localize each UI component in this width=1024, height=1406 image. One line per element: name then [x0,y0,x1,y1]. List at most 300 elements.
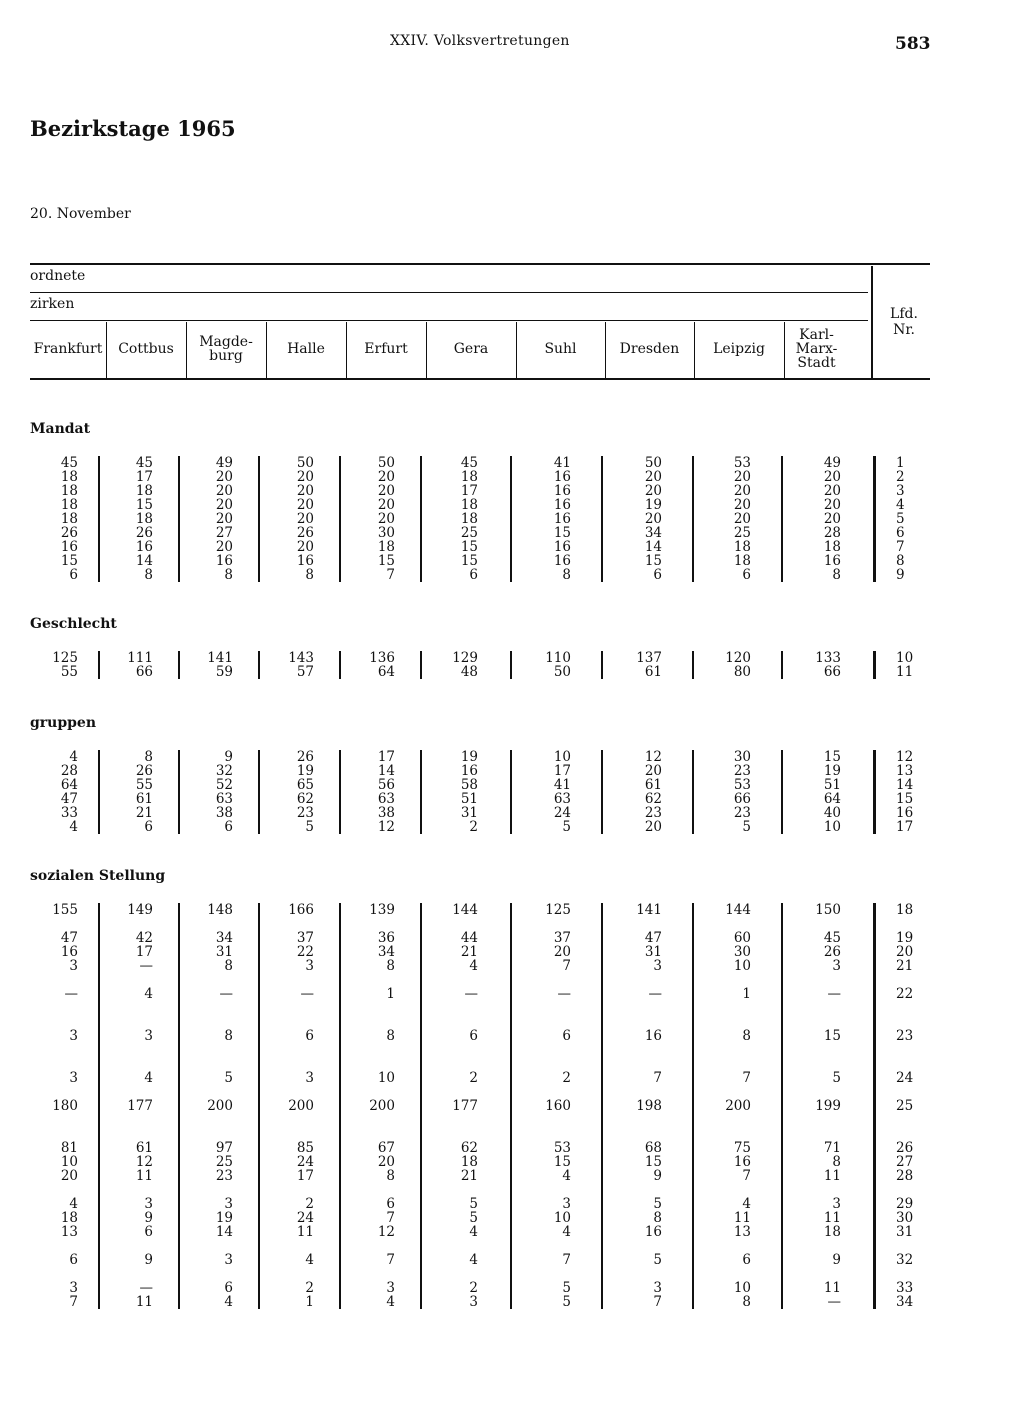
table-cell: 20 [823,511,841,527]
table-cell [707,1127,751,1141]
lfd-cell: 8 [896,553,905,569]
table-cell [189,1183,233,1197]
table-cell: 58 [460,777,478,793]
lfd-cell: 32 [896,1252,914,1268]
table-cell [434,1043,478,1057]
table-cell: — [464,986,478,1002]
table-cell: 18 [377,539,395,555]
table-cell [34,1239,78,1253]
table-cell: 20 [60,1168,78,1184]
table-cell [527,973,571,987]
table-cell: 7 [562,958,571,974]
table-cell [527,1239,571,1253]
table-cell: 16 [644,1028,662,1044]
lfd-cell: 34 [896,1294,914,1310]
table-cell: 18 [460,511,478,527]
table-cell [270,1001,314,1015]
table-cell: 18 [60,1210,78,1226]
table-cell: 20 [296,483,314,499]
table-cell: 4 [469,958,478,974]
section-title-geschlecht: Geschlecht [30,616,117,632]
table-cell: 53 [733,777,751,793]
table-cell: 26 [60,525,78,541]
table-cell: 16 [553,539,571,555]
table-cell: 50 [644,455,662,471]
table-cell [109,1085,153,1099]
column-divider [516,322,517,378]
table-cell: 200 [207,1098,233,1114]
table-cell: 17 [460,483,478,499]
table-cell: 60 [733,930,751,946]
lfd-cell: 3 [896,483,905,499]
section-title-gruppen: gruppen [30,715,97,731]
table-cell: 6 [224,1280,233,1296]
table-cell: 7 [562,1252,571,1268]
table-cell: 6 [69,567,78,583]
data-column-cottbus [109,903,153,1309]
table-cell: 17 [377,749,395,765]
data-column-gera [434,456,478,582]
lfd-cell: 24 [896,1070,914,1086]
table-cell: 16 [460,763,478,779]
table-cell: 5 [469,1210,478,1226]
table-cell: 9 [653,1168,662,1184]
table-cell [618,917,662,931]
table-cell: 20 [377,1154,395,1170]
table-cell: 26 [135,525,153,541]
table-cell: 45 [135,455,153,471]
table-cell: 14 [644,539,662,555]
table-cell: — [64,986,78,1002]
column-header-cottbus: Cottbus [118,341,174,357]
table-cell: 3 [832,958,841,974]
table-cell [34,1127,78,1141]
table-cell [618,1085,662,1099]
lfd-cell: 4 [896,497,905,513]
table-cell [434,1267,478,1281]
table-cell [351,1183,395,1197]
table-cell [270,917,314,931]
column-bar [98,903,100,1309]
data-column-frankfurt [34,651,78,679]
table-cell: 40 [823,805,841,821]
table-cell: 49 [823,455,841,471]
data-column-dresden [618,456,662,582]
table-cell: 8 [224,1028,233,1044]
table-cell: 75 [733,1140,751,1156]
table-cell [707,1113,751,1127]
table-cell: 25 [215,1154,233,1170]
column-bar [420,750,422,834]
lfd-cell [896,1001,940,1015]
column-divider [605,322,606,378]
data-column-magdeburg [189,903,233,1309]
table-cell: 26 [296,525,314,541]
table-cell: 62 [296,791,314,807]
table-cell: 3 [386,1280,395,1296]
table-cell: — [648,986,662,1002]
table-cell: 20 [644,511,662,527]
lfd-cell [896,1113,940,1127]
table-cell: 8 [832,567,841,583]
table-cell: 18 [733,553,751,569]
lfd-column [896,651,940,679]
table-cell: 18 [823,539,841,555]
table-cell: 19 [296,763,314,779]
table-cell: 20 [296,497,314,513]
table-cell: 7 [386,1252,395,1268]
table-cell: 5 [832,1070,841,1086]
table-cell: 4 [69,819,78,835]
table-cell: 200 [725,1098,751,1114]
table-cell: 20 [296,511,314,527]
table-cell [189,1057,233,1071]
data-column-suhl [527,750,571,834]
table-cell: — [827,986,841,1002]
lfd-bar [873,651,876,679]
lfd-cell: 33 [896,1280,914,1296]
data-column-halle [270,651,314,679]
data-column-leipzig [707,903,751,1309]
table-cell [351,1113,395,1127]
table-cell [618,1267,662,1281]
table-cell: 64 [60,777,78,793]
lfd-cell: 23 [896,1028,914,1044]
table-cell: 19 [823,763,841,779]
table-cell: — [219,986,233,1002]
table-cell: 20 [215,469,233,485]
table-cell: 23 [296,805,314,821]
data-column-halle [270,750,314,834]
lfd-cell: 26 [896,1140,914,1156]
table-cell [707,1001,751,1015]
lfd-cell: 5 [896,511,905,527]
column-bar [601,750,603,834]
table-cell: 148 [207,902,233,918]
table-cell [434,1127,478,1141]
table-cell: 6 [562,1028,571,1044]
lfd-cell [896,1239,940,1253]
table-cell: — [139,1280,153,1296]
data-block-2 [0,750,1024,834]
table-cell [527,1057,571,1071]
lfd-divider [871,266,873,378]
header-rule-3 [30,320,868,321]
data-column-frankfurt [34,456,78,582]
lfd-cell: 27 [896,1154,914,1170]
table-cell: 48 [460,664,478,680]
table-cell: 67 [377,1140,395,1156]
table-cell: 13 [60,1224,78,1240]
column-bar [601,456,603,582]
table-cell: 16 [644,1224,662,1240]
table-cell [270,1043,314,1057]
data-column-cottbus [109,750,153,834]
lfd-cell: 18 [896,902,914,918]
data-column-suhl [527,651,571,679]
column-bar [178,651,180,679]
table-cell: 18 [460,497,478,513]
data-column-cottbus [109,651,153,679]
table-cell: 16 [553,483,571,499]
lfd-cell: 25 [896,1098,914,1114]
table-cell: 20 [823,469,841,485]
table-cell: 47 [644,930,662,946]
lfd-nr-header: Lfd. Nr. [890,306,918,338]
table-cell: 18 [460,1154,478,1170]
table-cell: 50 [553,664,571,680]
column-bar [510,903,512,1309]
table-cell [34,1267,78,1281]
table-cell [527,1085,571,1099]
data-column-halle [270,903,314,1309]
table-cell: 6 [69,1252,78,1268]
column-bar [258,456,260,582]
table-cell: 31 [644,944,662,960]
data-column-erfurt [351,456,395,582]
table-cell: 15 [553,525,571,541]
lfd-cell [896,1057,940,1071]
table-cell: 15 [823,1028,841,1044]
table-cell: — [139,958,153,974]
table-cell: 5 [562,1280,571,1296]
table-cell: 20 [823,483,841,499]
column-header-dresden: Dresden [619,341,680,357]
table-cell: 6 [742,567,751,583]
table-cell: 3 [305,1070,314,1086]
lfd-cell: 9 [896,567,905,583]
table-cell [618,1057,662,1071]
table-cell: 110 [545,650,571,666]
table-cell: 10 [733,1280,751,1296]
table-cell: 20 [553,944,571,960]
table-cell: 85 [296,1140,314,1156]
table-cell [527,1267,571,1281]
table-cell: 8 [144,567,153,583]
table-cell: 5 [653,1196,662,1212]
table-cell: 8 [224,567,233,583]
data-block-3 [0,903,1024,1309]
data-block-1 [0,651,1024,679]
lfd-cell: 15 [896,791,914,807]
table-cell: 125 [545,902,571,918]
table-cell: 20 [215,483,233,499]
column-divider [346,322,347,378]
column-header-halle: Halle [287,341,325,357]
table-cell: 53 [553,1140,571,1156]
table-cell: 61 [644,777,662,793]
table-cell: 10 [377,1070,395,1086]
table-cell [270,1183,314,1197]
table-cell: 166 [288,902,314,918]
table-cell [189,1127,233,1141]
table-cell: 8 [224,958,233,974]
table-cell: 2 [469,1280,478,1296]
table-cell: 71 [823,1140,841,1156]
table-cell: 20 [296,539,314,555]
table-cell [797,917,841,931]
table-cell: 5 [305,819,314,835]
table-cell: 34 [644,525,662,541]
table-cell: 9 [832,1252,841,1268]
table-cell: 200 [288,1098,314,1114]
table-cell: 20 [733,483,751,499]
column-divider [694,322,695,378]
table-cell: 8 [386,1028,395,1044]
table-cell [189,1239,233,1253]
table-cell [189,973,233,987]
table-cell: 14 [135,553,153,569]
lfd-cell: 14 [896,777,914,793]
header-bottom-rule [30,378,930,380]
table-cell: — [300,986,314,1002]
column-bar [692,750,694,834]
table-cell: 55 [135,777,153,793]
table-cell: 50 [296,455,314,471]
table-cell: 11 [733,1210,751,1226]
data-column-karl_marx_stadt [797,903,841,1309]
table-cell: 15 [553,1154,571,1170]
data-column-gera [434,903,478,1309]
table-cell [109,973,153,987]
column-bar [178,903,180,1309]
table-cell [797,1183,841,1197]
table-cell [109,1113,153,1127]
table-cell: 63 [215,791,233,807]
table-cell [618,1239,662,1253]
table-cell: 23 [215,1168,233,1184]
table-cell: 41 [553,777,571,793]
table-cell: 7 [386,567,395,583]
table-cell: 26 [296,749,314,765]
table-cell: 19 [460,749,478,765]
table-cell [618,1113,662,1127]
column-header-frankfurt: Frankfurt [33,341,103,357]
table-cell [109,1183,153,1197]
table-cell: 17 [553,763,571,779]
table-cell [434,1015,478,1029]
column-bar [258,651,260,679]
table-cell [797,973,841,987]
table-cell: 6 [386,1196,395,1212]
column-bar [178,750,180,834]
table-cell: 4 [69,749,78,765]
table-cell: 4 [305,1252,314,1268]
column-header-gera: Gera [453,341,489,357]
table-cell: 30 [377,525,395,541]
table-cell [527,1001,571,1015]
table-cell: 18 [135,511,153,527]
table-cell [189,1001,233,1015]
column-bar [781,456,783,582]
table-cell: 1 [742,986,751,1002]
data-column-dresden [618,651,662,679]
table-cell: 3 [653,1280,662,1296]
lfd-cell: 17 [896,819,914,835]
table-cell: 3 [832,1196,841,1212]
lfd-cell: 20 [896,944,914,960]
table-cell: 33 [60,805,78,821]
table-cell: 20 [296,469,314,485]
table-cell: 42 [135,930,153,946]
table-cell: 4 [69,1196,78,1212]
table-cell: 8 [653,1210,662,1226]
table-cell: 20 [733,469,751,485]
table-cell [270,1127,314,1141]
table-cell [351,1001,395,1015]
table-cell: 30 [733,749,751,765]
table-cell [109,917,153,931]
table-cell: 141 [207,650,233,666]
table-cell: 66 [823,664,841,680]
table-cell [270,1015,314,1029]
section-title-soziale-stellung: sozialen Stellung [30,868,166,884]
table-cell [351,1239,395,1253]
table-cell: 15 [377,553,395,569]
table-cell: 6 [742,1252,751,1268]
table-cell [618,1001,662,1015]
lfd-cell [896,1015,940,1029]
table-cell: 4 [386,1294,395,1310]
table-cell: 5 [742,819,751,835]
table-cell: 36 [377,930,395,946]
table-cell: 3 [653,958,662,974]
table-cell [434,1183,478,1197]
table-cell: 20 [377,483,395,499]
table-cell: 8 [562,567,571,583]
table-cell: 9 [144,1210,153,1226]
table-cell: 25 [733,525,751,541]
table-cell: 20 [644,469,662,485]
table-cell: 3 [69,1028,78,1044]
column-bar [601,651,603,679]
table-cell: 22 [296,944,314,960]
table-cell [527,917,571,931]
lfd-cell: 2 [896,469,905,485]
table-cell: 20 [215,539,233,555]
table-cell: 37 [296,930,314,946]
table-cell: 143 [288,650,314,666]
table-cell: 5 [562,819,571,835]
table-cell: 47 [60,791,78,807]
table-cell [707,1183,751,1197]
lfd-cell: 10 [896,650,914,666]
table-cell [351,1043,395,1057]
table-cell: 20 [377,511,395,527]
lfd-cell: 13 [896,763,914,779]
table-cell [34,1183,78,1197]
lfd-column [896,456,940,582]
table-cell: 10 [60,1154,78,1170]
table-cell [797,1113,841,1127]
table-cell: 10 [553,1210,571,1226]
lfd-cell [896,917,940,931]
table-cell: 6 [305,1028,314,1044]
table-cell: 3 [224,1252,233,1268]
table-cell: 199 [815,1098,841,1114]
table-cell: 30 [733,944,751,960]
table-cell: 28 [823,525,841,541]
table-cell [434,1113,478,1127]
table-cell: 55 [60,664,78,680]
column-bar [178,456,180,582]
lfd-cell [896,1085,940,1099]
table-cell: 34 [215,930,233,946]
table-cell: 20 [215,497,233,513]
table-cell [34,1001,78,1015]
lfd-cell: 19 [896,930,914,946]
table-cell: 6 [653,567,662,583]
